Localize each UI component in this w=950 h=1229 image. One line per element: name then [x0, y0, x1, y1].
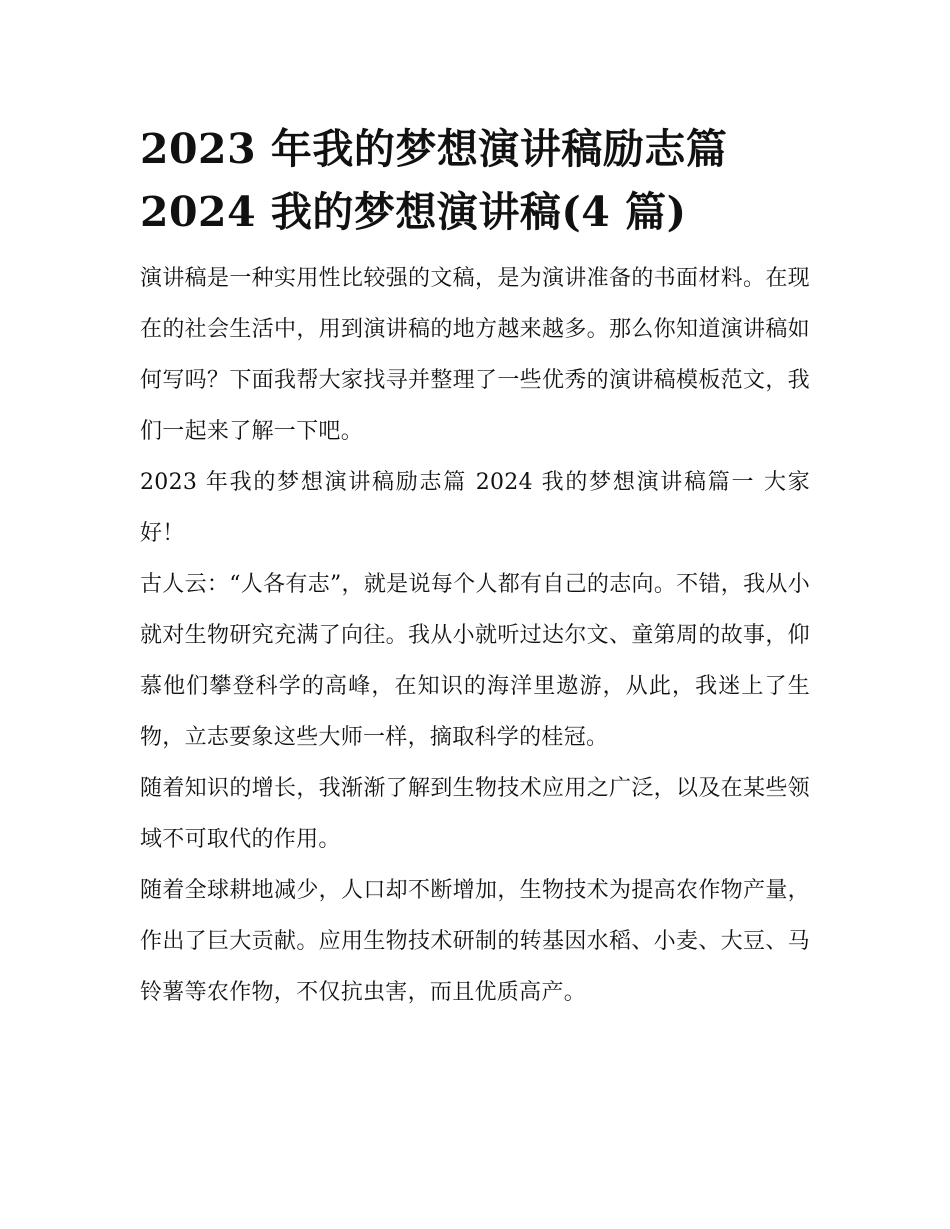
title-line-1: 2023 年我的梦想演讲稿励志篇	[140, 125, 728, 173]
document-title	[140, 118, 810, 244]
document-body	[140, 253, 810, 1018]
paragraph-heading-greeting: 2023 年我的梦想演讲稿励志篇 2024 我的梦想演讲稿篇一 大家好！	[140, 470, 810, 546]
title-line-2: 2024 我的梦想演讲稿(4 篇)	[140, 188, 687, 236]
paragraph-agriculture: 随着全球耕地减少，人口却不断增加，生物技术为提高农作物产量，作出了巨大贡献。应用生物技术研制的转基因水稻、小麦、大豆、马铃薯等农作物，不仅抗虫害，而且优质高产。	[140, 878, 810, 1005]
paragraph-aspiration: 古人云：“人各有志”，就是说每个人都有自己的志向。不错，我从小就对生物研究充满了向往。我从小就听过达尔文、童第周的故事，仰慕他们攀登科学的高峰，在知识的海洋里遨游，从此，我迷上了生物，立志要象这些大师一样，摘取科学的桂冠。	[140, 572, 810, 750]
paragraph-knowledge: 随着知识的增长，我渐渐了解到生物技术应用之广泛，以及在某些领域不可取代的作用。	[140, 776, 810, 852]
paragraph-intro: 演讲稿是一种实用性比较强的文稿，是为演讲准备的书面材料。在现在的社会生活中，用到演讲稿的地方越来越多。那么你知道演讲稿如何写吗？下面我帮大家找寻并整理了一些优秀的演讲稿模板范文，我们一起来了解一下吧。	[140, 266, 810, 444]
